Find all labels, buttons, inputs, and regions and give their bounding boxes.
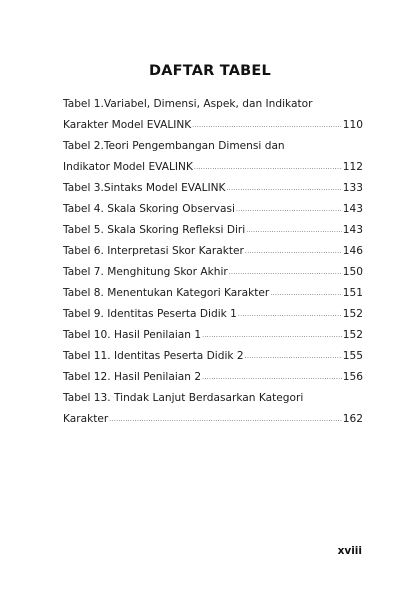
- toc-entry-line: [63, 325, 363, 346]
- toc-entry-line: [63, 178, 363, 199]
- dot-leader: [245, 241, 342, 262]
- toc-page-number: 112: [342, 161, 363, 173]
- toc-page-number: 156: [342, 371, 363, 383]
- toc-entry-label: Indikator Model EVALINK: [63, 161, 193, 173]
- toc-entry-line: [63, 115, 363, 136]
- toc-entry-line: [63, 241, 363, 262]
- toc-entry-label: Tabel 2.Teori Pengembangan Dimensi dan: [63, 140, 285, 152]
- toc-entry[interactable]: [63, 388, 363, 430]
- toc-entry-label: Tabel 4. Skala Skoring Observasi: [63, 203, 235, 215]
- toc-entry[interactable]: [63, 136, 363, 178]
- dot-leader: [238, 304, 342, 325]
- toc-entry-label: Tabel 10. Hasil Penilaian 1: [63, 329, 202, 341]
- toc-entry-line: [63, 304, 363, 325]
- toc-entry-label: Tabel 5. Skala Skoring Refleksi Diri: [63, 224, 246, 236]
- toc-page-number: 143: [342, 224, 363, 236]
- table-of-contents-list: [63, 94, 363, 430]
- toc-page-number: 152: [342, 329, 363, 341]
- toc-entry-label: Tabel 1.Variabel, Dimensi, Aspek, dan Indikator: [63, 98, 313, 110]
- toc-page-number: 162: [342, 413, 363, 425]
- toc-entry-label: Karakter Model EVALINK: [63, 119, 192, 131]
- toc-entry-line: [63, 388, 363, 409]
- toc-entry[interactable]: [63, 367, 363, 388]
- toc-entry-line: [63, 346, 363, 367]
- toc-entry[interactable]: [63, 241, 363, 262]
- toc-entry-label: Tabel 6. Interpretasi Skor Karakter: [63, 245, 244, 257]
- toc-entry-label: Tabel 7. Menghitung Skor Akhir: [63, 266, 228, 278]
- toc-entry-label: Tabel 3.Sintaks Model EVALINK: [63, 182, 226, 194]
- toc-entry[interactable]: [63, 346, 363, 367]
- toc-entry[interactable]: [63, 199, 363, 220]
- toc-page-number: 152: [342, 308, 363, 320]
- dot-leader: [270, 283, 341, 304]
- toc-entry[interactable]: [63, 283, 363, 304]
- toc-page-number: 146: [342, 245, 363, 257]
- dot-leader: [236, 199, 342, 220]
- toc-page-number: 150: [342, 266, 363, 278]
- dot-leader: [202, 325, 342, 346]
- dot-leader: [246, 220, 342, 241]
- toc-entry-label: Tabel 12. Hasil Penilaian 2: [63, 371, 202, 383]
- toc-entry-label: Karakter: [63, 413, 109, 425]
- toc-entry-line: [63, 262, 363, 283]
- dot-leader: [245, 346, 342, 367]
- toc-entry[interactable]: [63, 220, 363, 241]
- toc-page-number: 110: [342, 119, 363, 131]
- toc-page-number: 133: [342, 182, 363, 194]
- toc-page-number: 155: [342, 350, 363, 362]
- toc-entry-label: Tabel 11. Identitas Peserta Didik 2: [63, 350, 244, 362]
- dot-leader: [202, 367, 342, 388]
- toc-entry[interactable]: [63, 262, 363, 283]
- toc-entry-line: [63, 199, 363, 220]
- toc-page-number: 143: [342, 203, 363, 215]
- toc-entry-line: [63, 283, 363, 304]
- toc-entry-line: [63, 136, 363, 157]
- toc-entry-line: [63, 220, 363, 241]
- toc-page-number: 151: [342, 287, 363, 299]
- page-title: DAFTAR TABEL: [149, 63, 271, 79]
- page-folio-number: xviii: [337, 545, 362, 557]
- dot-leader: [229, 262, 342, 283]
- toc-entry-line: [63, 409, 363, 430]
- dot-leader: [109, 409, 342, 430]
- toc-entry-label: Tabel 13. Tindak Lanjut Berdasarkan Kategori: [63, 392, 304, 404]
- toc-entry-line: [63, 94, 363, 115]
- toc-entry[interactable]: [63, 178, 363, 199]
- toc-entry-line: [63, 367, 363, 388]
- dot-leader: [227, 178, 342, 199]
- toc-entry[interactable]: [63, 94, 363, 136]
- toc-entry[interactable]: [63, 325, 363, 346]
- dot-leader: [194, 157, 342, 178]
- toc-entry-line: [63, 157, 363, 178]
- toc-entry-label: Tabel 9. Identitas Peserta Didik 1: [63, 308, 237, 320]
- toc-entry[interactable]: [63, 304, 363, 325]
- toc-entry-label: Tabel 8. Menentukan Kategori Karakter: [63, 287, 270, 299]
- dot-leader: [192, 115, 342, 136]
